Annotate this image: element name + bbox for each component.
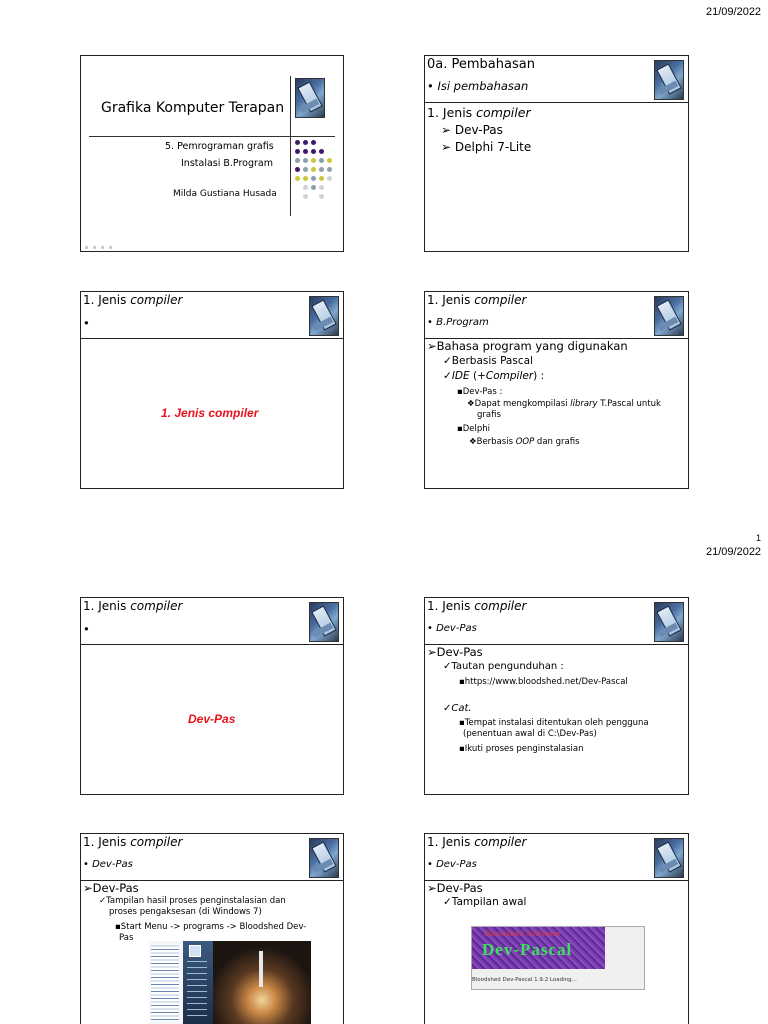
bullet-l4-cont: grafis: [477, 410, 501, 420]
bullet-l1: ➢Dev-Pas: [427, 881, 483, 895]
decorative-dot: [295, 176, 300, 181]
decorative-dot: [295, 140, 300, 145]
slide-heading: 1. Jenis compiler: [427, 835, 527, 849]
decorative-dot: [311, 158, 316, 163]
list-item: ➢ Delphi 7-Lite: [441, 140, 532, 154]
slide-header: [425, 56, 688, 103]
windows-start-menu-screenshot: [149, 941, 311, 1024]
slide-header: [425, 292, 688, 339]
subtitle-line-1: 5. Pemrograman grafis: [165, 141, 274, 152]
bullet-l2: ✓Tautan pengunduhan :: [443, 661, 564, 672]
bullet-l3: ▪Dev-Pas :: [457, 387, 503, 397]
decorative-dot: [319, 167, 324, 172]
rocket-launch-wallpaper: [213, 941, 311, 1024]
slide-bprogram: [424, 291, 689, 489]
bullet-l3-cont: (penentuan awal di C:\Dev-Pas): [463, 729, 597, 739]
slide-heading: 1. Jenis compiler: [83, 835, 183, 849]
satellite-icon: [654, 838, 684, 878]
subtitle-line-2: Instalasi B.Program: [181, 158, 274, 169]
bullet-l3: ▪Start Menu -> programs -> Bloodshed Dev-: [115, 922, 307, 932]
slide-subheading: • Dev-Pas: [427, 623, 477, 634]
slide-header: [425, 834, 688, 881]
section-title: 1. Jenis compiler: [161, 406, 259, 420]
slide-heading: 1. Jenis compiler: [427, 599, 527, 613]
satellite-icon: [309, 602, 339, 642]
decorative-dot: [295, 167, 300, 172]
decorative-dot: [295, 149, 300, 154]
slide-subheading: • Dev-Pas: [83, 859, 133, 870]
bullet-l4: ❖Berbasis OOP dan grafis: [469, 437, 580, 447]
bullet-l3: ▪Ikuti proses penginstalasian: [459, 744, 584, 754]
splash-status: Bloodshed Dev-Pascal 1.9.2 Loading...: [472, 977, 577, 983]
download-link[interactable]: ▪https://www.bloodshed.net/Dev-Pascal: [459, 677, 628, 687]
splash-banner: [472, 927, 605, 969]
satellite-icon: [309, 838, 339, 878]
decorative-dots: [295, 140, 339, 210]
bullet-l1: ➢Dev-Pas: [83, 881, 139, 895]
decorative-dot: [319, 158, 324, 163]
decorative-dot: [303, 140, 308, 145]
slide-jenis-compiler: [80, 291, 344, 489]
bullet-l3: ▪Delphi: [457, 424, 491, 434]
decorative-dot: [311, 149, 316, 154]
slide-header: [81, 834, 343, 881]
slide-subheading: • Dev-Pas: [427, 859, 477, 870]
slide-subheading: • Isi pembahasan: [427, 79, 529, 93]
bullet-l3-cont: Pas: [119, 933, 134, 943]
footer-dots: [85, 246, 115, 249]
decorative-dot: [327, 167, 332, 172]
decorative-dot: [303, 176, 308, 181]
bullet-l1: ➢Dev-Pas: [427, 645, 483, 659]
bullet-l3: ▪Tempat instalasi ditentukan oleh pengguna: [459, 718, 649, 728]
bullet-l2: ✓Tampilan awal: [443, 896, 527, 908]
decorative-dot: [303, 158, 308, 163]
slide-heading: 1. Jenis compiler: [83, 599, 183, 613]
decorative-dot: [303, 149, 308, 154]
decorative-dot: [311, 140, 316, 145]
page-date: 21/09/2022: [706, 546, 762, 558]
slide-header: [425, 598, 688, 645]
slide-subheading: • B.Program: [427, 317, 489, 328]
decorative-dot: [311, 176, 316, 181]
start-menu-panel: [149, 941, 183, 1024]
slide-subheading: •: [83, 622, 90, 636]
title-vertical-divider: [290, 76, 291, 216]
author-name: Milda Gustiana Husada: [173, 189, 277, 199]
decorative-dot: [327, 158, 332, 163]
slide-devpas-section: [80, 597, 344, 795]
page-number: 1: [756, 533, 762, 543]
slide-header: [81, 292, 343, 339]
satellite-icon: [654, 296, 684, 336]
start-menu-right-pane: [183, 941, 213, 1024]
slide-devpas-download: [424, 597, 689, 795]
decorative-dot: [319, 176, 324, 181]
satellite-icon: [295, 78, 325, 118]
bullet-l1: ➢Bahasa program yang digunakan: [427, 339, 628, 353]
slide-subheading: •: [83, 316, 90, 330]
bullet-l2-cont: proses pengaksesan (di Windows 7): [109, 907, 262, 917]
devpascal-splash-window: [471, 926, 645, 990]
decorative-dot: [319, 149, 324, 154]
page-date: 21/09/2022: [706, 6, 762, 18]
bullet-l2: ✓Berbasis Pascal: [443, 355, 533, 367]
slide-pembahasan: [424, 55, 689, 252]
slide-header: [81, 598, 343, 645]
decorative-dot: [303, 185, 308, 190]
section-title: Dev-Pas: [188, 712, 236, 726]
slide-heading: 0a. Pembahasan: [427, 57, 535, 72]
slide-title: [80, 55, 344, 252]
satellite-icon: [654, 60, 684, 100]
decorative-dot: [311, 185, 316, 190]
bullet-l2: ✓Cat.: [443, 703, 472, 714]
splash-company: Bloodshed Software: [484, 929, 561, 938]
decorative-dot: [303, 167, 308, 172]
satellite-icon: [654, 602, 684, 642]
slide-title-text: Grafika Komputer Terapan: [101, 100, 285, 116]
decorative-dot: [311, 167, 316, 172]
list-item: ➢ Dev-Pas: [441, 123, 503, 137]
bullet-l4: ❖Dapat mengkompilasi library T.Pascal untuk: [467, 399, 661, 409]
bullet-l2: ✓Tampilan hasil proses penginstalasian dan: [99, 896, 286, 906]
decorative-dot: [327, 176, 332, 181]
splash-product: Dev-Pascal: [482, 940, 573, 959]
slide-devpas-splash: [424, 833, 689, 1024]
satellite-icon: [309, 296, 339, 336]
slide-heading: 1. Jenis compiler: [427, 293, 527, 307]
decorative-dot: [319, 185, 324, 190]
decorative-dot: [303, 194, 308, 199]
decorative-dot: [319, 194, 324, 199]
section-heading: 1. Jenis compiler: [427, 105, 531, 120]
slide-heading: 1. Jenis compiler: [83, 293, 183, 307]
title-divider: [89, 136, 335, 137]
slide-devpas-install: [80, 833, 344, 1024]
decorative-dot: [295, 158, 300, 163]
bullet-l2: ✓IDE (+Compiler) :: [443, 370, 545, 382]
